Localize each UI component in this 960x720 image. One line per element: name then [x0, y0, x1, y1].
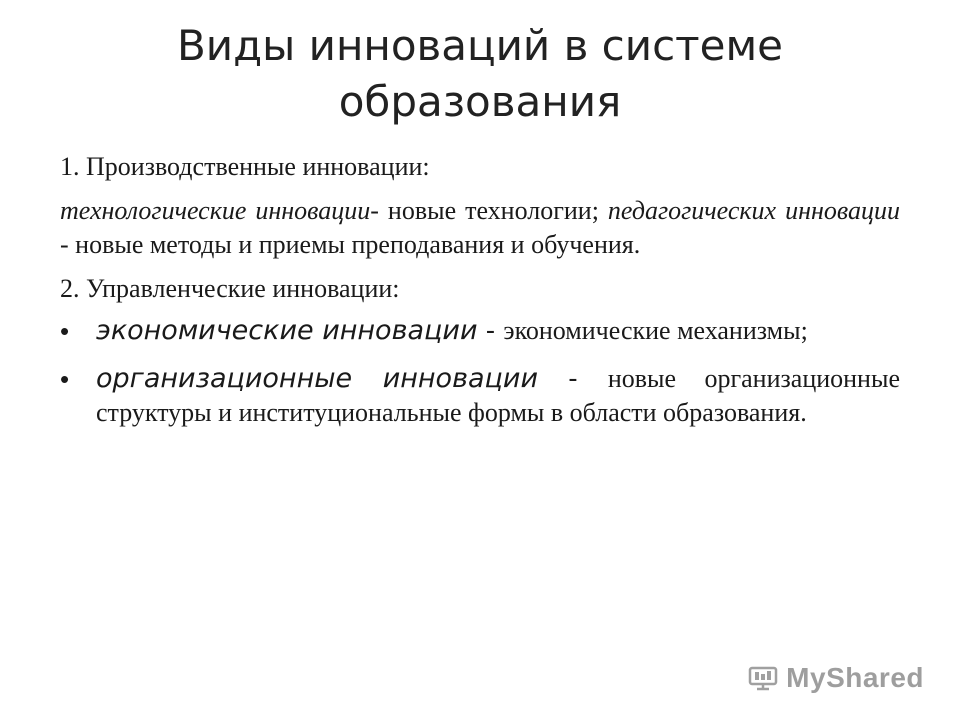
- watermark-text: MyShared: [786, 662, 924, 693]
- section-heading-management: 2. Управленческие инновации:: [60, 274, 400, 303]
- definition-economic: экономические механизмы;: [503, 316, 808, 345]
- section-heading-production: 1. Производственные инновации:: [60, 152, 430, 181]
- slide-content: [60, 150, 900, 430]
- presentation-screen-icon: [748, 665, 778, 691]
- list-item-economic: [60, 314, 900, 348]
- production-innovations-paragraph: [60, 194, 900, 262]
- management-innovations-list: [60, 314, 900, 430]
- bullet-icon: •: [60, 364, 70, 394]
- term-organizational: организационные инновации: [96, 363, 539, 394]
- bullet-icon: •: [60, 316, 70, 346]
- term-technological: технологические инновации-: [60, 196, 379, 225]
- list-item-organizational: [60, 362, 900, 430]
- term-pedagogical: педагогических инновации: [607, 196, 900, 225]
- watermark-logo: [748, 662, 924, 694]
- separator-dash: -: [538, 364, 608, 394]
- term-economic: экономические инновации: [96, 315, 478, 346]
- slide-title: Виды инноваций в системе образования: [176, 21, 783, 126]
- definition-technological: новые технологии;: [378, 196, 608, 225]
- separator-dash: -: [477, 316, 504, 346]
- definition-organizational: новые организационные структуры и институциональные формы в области образования.: [96, 364, 900, 427]
- definition-pedagogical: - новые методы и приемы преподавания и обучения.: [60, 230, 641, 259]
